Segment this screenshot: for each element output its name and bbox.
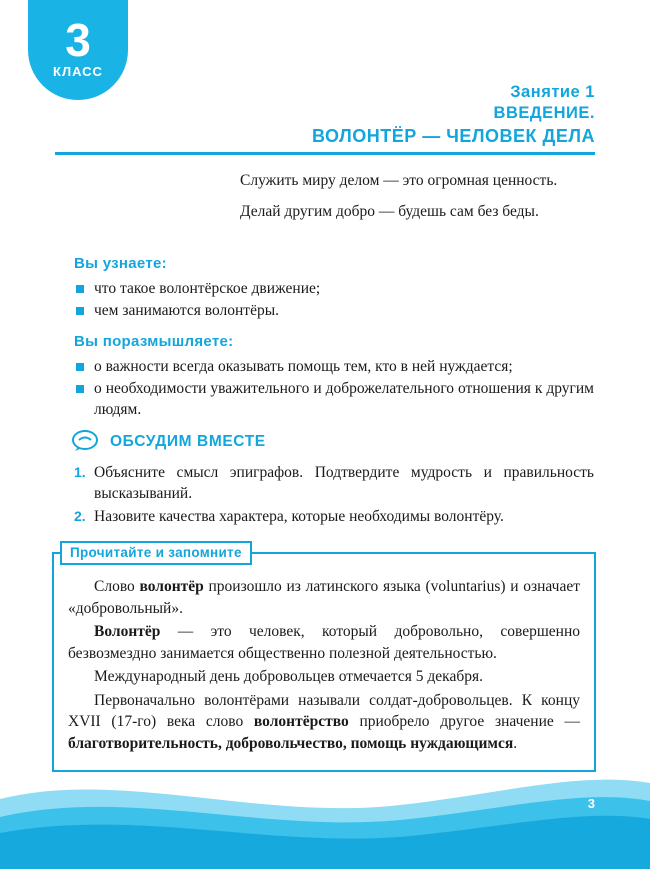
read-and-remember-label: Прочитайте и запомните [60,541,252,565]
readbox-text-run: приобрело другое значение — [348,713,581,730]
page-number: 3 [587,796,595,811]
discuss-label: ОБСУДИМ ВМЕСТЕ [110,433,266,450]
speech-bubble-icon [72,430,98,452]
readbox-paragraph [68,576,580,619]
grade-number: 3 [65,14,91,66]
footer-wave [0,759,650,869]
read-and-remember-box [52,545,596,772]
reflect-list [74,356,594,420]
grade-word: КЛАСС [53,64,103,79]
readbox-text-run: волонтёрство [253,713,349,730]
readbox-text-run: произошло из латинского языка (voluntarius) и означает «добровольный». [68,578,580,617]
list-item: о важности всегда оказывать помощь тем, кто в ней нуждается; [74,356,594,377]
readbox-text-run: Первоначально волонтёрами называли солдат-добровольцев. К концу XVII (17-го) века слово [68,691,580,730]
discuss-header [74,432,594,454]
page-header [55,82,595,148]
readbox-text-run: Слово [94,578,140,595]
readbox-text-run: благотворительность, добровольчество, помощь нуждающимся [68,734,514,752]
page-title-line1: ВВЕДЕНИЕ. [493,104,595,122]
lesson-label: Занятие 1 [510,83,595,101]
list-item: Назовите качества характера, которые необходимы волонтёру. [94,508,504,525]
readbox-text-run: волонтёр [139,578,204,595]
read-and-remember-body [68,576,580,754]
readbox-text-run: Волонтёр [94,623,161,640]
list-item: о необходимости уважительного и доброжелательного отношения к другим людям. [74,378,594,420]
learn-list [74,278,594,321]
page-title-line2: ВОЛОНТЁР — ЧЕЛОВЕК ДЕЛА [311,126,595,146]
reflect-heading: Вы поразмышляете: [74,333,234,350]
list-item: чем занимаются волонтёры. [74,300,594,321]
main-content [74,255,594,529]
learn-heading: Вы узнаете: [74,255,167,272]
discuss-list [74,462,594,527]
readbox-paragraph [68,666,580,688]
epigraph-2: Делай другим добро — будешь сам без беды. [240,203,539,220]
readbox-text-run: . [513,734,518,752]
list-item: Объясните смысл эпиграфов. Подтвердите мудрость и правильность высказываний. [94,464,594,502]
readbox-paragraph [68,621,580,664]
header-divider [55,152,595,155]
list-item: что такое волонтёрское движение; [74,278,594,299]
epigraphs [240,170,570,232]
readbox-text-run: Международный день добровольцев отмечается 5 декабря. [94,668,483,685]
readbox-paragraph [68,690,580,755]
epigraph-1: Служить миру делом — это огромная ценность. [240,172,558,189]
readbox-text-run: — это человек, который добровольно, совершенно безвозмездно занимается общественно полезной деятельностью. [68,623,580,662]
